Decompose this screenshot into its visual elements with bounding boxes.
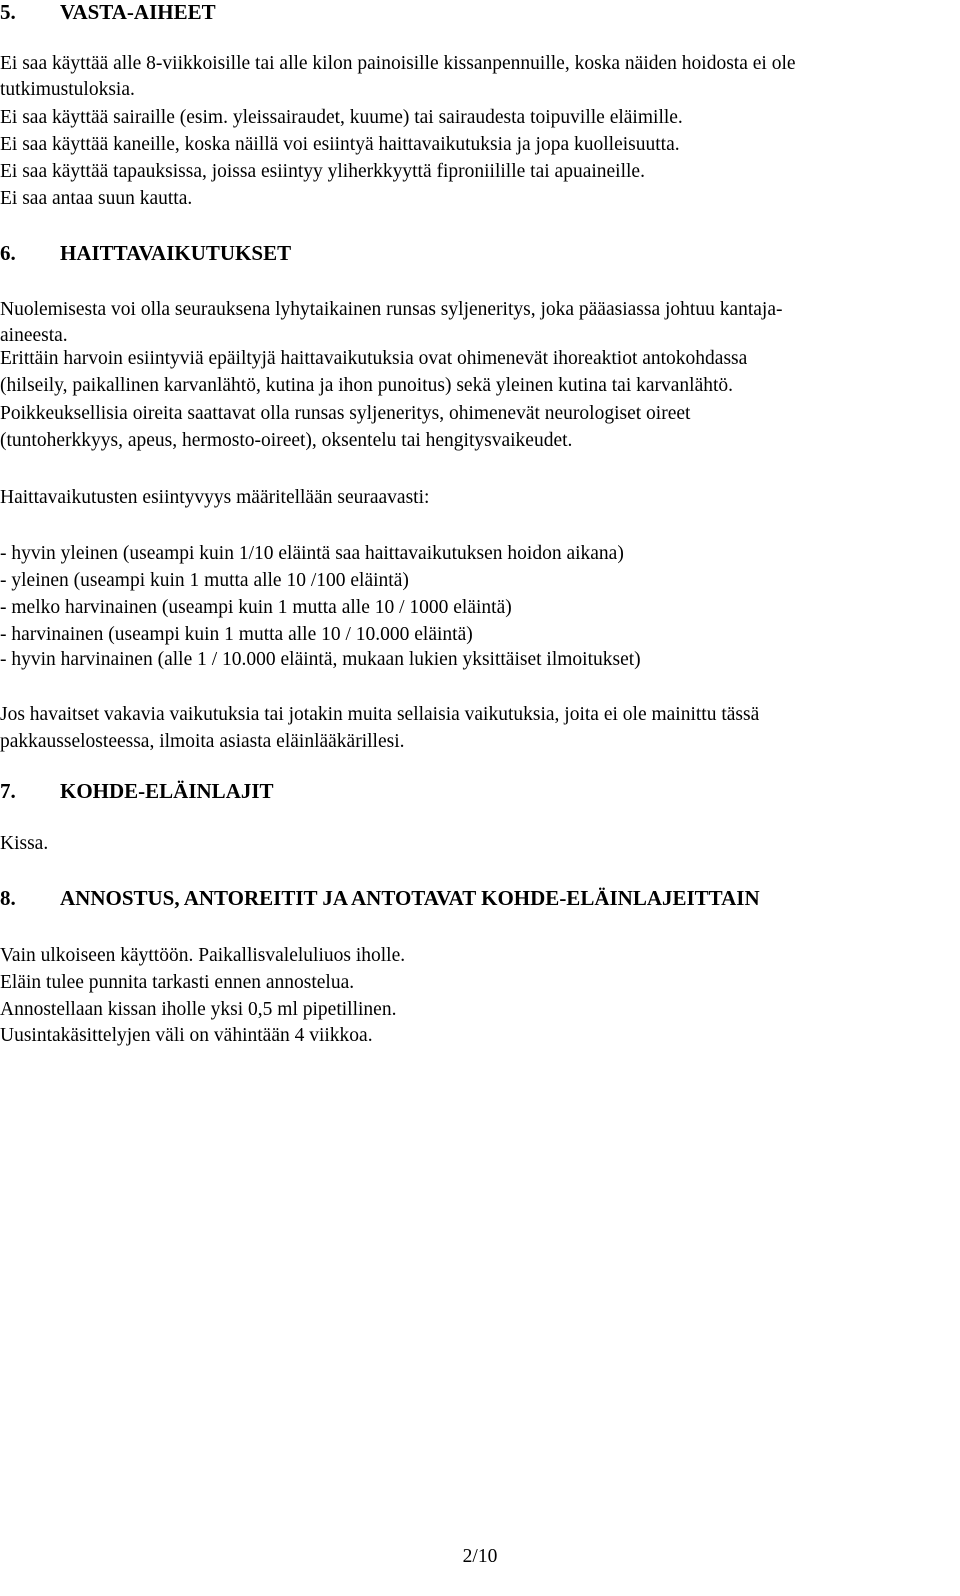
section-5-number: 5. bbox=[0, 0, 16, 24]
section-8-line: Annostellaan kissan iholle yksi 0,5 ml pipetillinen. bbox=[0, 999, 397, 1020]
section-5-line: Ei saa käyttää tapauksissa, joissa esiintyy yliherkkyyttä fiproniilille tai apuaineille. bbox=[0, 161, 645, 182]
section-8-line: Eläin tulee punnita tarkasti ennen annostelua. bbox=[0, 972, 355, 993]
section-8-heading bbox=[0, 884, 760, 912]
section-6-line: (hilseily, paikallinen karvanlähtö, kutina ja ihon punoitus) sekä yleinen kutina tai karvanlähtö. bbox=[0, 375, 734, 396]
frequency-list-item: - melko harvinainen (useampi kuin 1 mutta alle 10 / 1000 eläintä) bbox=[0, 597, 512, 618]
section-5-heading bbox=[0, 0, 216, 26]
section-5-line: tutkimustuloksia. bbox=[0, 79, 135, 100]
section-8-number: 8. bbox=[0, 886, 16, 910]
section-5-line: Ei saa antaa suun kautta. bbox=[0, 188, 193, 209]
section-6-line: Poikkeuksellisia oireita saattavat olla runsas syljeneritys, ohimenevät neurologiset oireet bbox=[0, 403, 691, 424]
section-8-line: Uusintakäsittelyjen väli on vähintään 4 viikkoa. bbox=[0, 1025, 373, 1046]
section-6-line: aineesta. bbox=[0, 325, 68, 346]
section-6-line: Erittäin harvoin esiintyviä epäiltyjä haittavaikutuksia ovat ohimenevät ihoreaktiot antokohdassa bbox=[0, 348, 748, 369]
section-5-line: Ei saa käyttää sairaille (esim. yleissairaudet, kuume) tai sairaudesta toipuville eläimille. bbox=[0, 107, 683, 128]
section-6-heading bbox=[0, 239, 291, 267]
frequency-list-item: - hyvin harvinainen (alle 1 / 10.000 eläintä, mukaan lukien yksittäiset ilmoitukset) bbox=[0, 649, 641, 670]
section-8-title: ANNOSTUS, ANTOREITIT JA ANTOTAVAT KOHDE-ELÄINLAJEITTAIN bbox=[60, 886, 760, 910]
section-6-title: HAITTAVAIKUTUKSET bbox=[60, 241, 292, 265]
section-8-line: Vain ulkoiseen käyttöön. Paikallisvaleluliuos iholle. bbox=[0, 945, 406, 966]
section-7-heading bbox=[0, 777, 274, 805]
frequency-intro: Haittavaikutusten esiintyvyys määritellään seuraavasti: bbox=[0, 487, 430, 508]
frequency-list-item: - harvinainen (useampi kuin 1 mutta alle 10 / 10.000 eläintä) bbox=[0, 624, 473, 645]
section-6-line: (tuntoherkkyys, apeus, hermosto-oireet), oksentelu tai hengitysvaikeudet. bbox=[0, 430, 573, 451]
section-7-line: Kissa. bbox=[0, 833, 49, 854]
section-6-line: Jos havaitset vakavia vaikutuksia tai jotakin muita sellaisia vaikutuksia, joita ei ole mainittu tässä bbox=[0, 704, 760, 725]
section-7-title: KOHDE-ELÄINLAJIT bbox=[60, 779, 274, 803]
frequency-list-item: - yleinen (useampi kuin 1 mutta alle 10 /100 eläintä) bbox=[0, 570, 409, 591]
section-7-number: 7. bbox=[0, 779, 16, 803]
section-5-line: Ei saa käyttää alle 8-viikkoisille tai alle kilon painoisille kissanpennuille, koska näiden hoidosta ei ole bbox=[0, 53, 796, 74]
page-number: 2/10 bbox=[462, 1546, 498, 1567]
section-6-line: pakkausselosteessa, ilmoita asiasta eläinlääkärillesi. bbox=[0, 731, 405, 752]
section-6-number: 6. bbox=[0, 241, 16, 265]
section-5-line: Ei saa käyttää kaneille, koska näillä voi esiintyä haittavaikutuksia ja jopa kuolleisuutta. bbox=[0, 134, 680, 155]
frequency-list-item: - hyvin yleinen (useampi kuin 1/10 eläintä saa haittavaikutuksen hoidon aikana) bbox=[0, 543, 624, 564]
section-5-title: VASTA-AIHEET bbox=[60, 0, 216, 24]
section-6-line: Nuolemisesta voi olla seurauksena lyhytaikainen runsas syljeneritys, joka pääasiassa johtuu kantaja- bbox=[0, 299, 783, 320]
